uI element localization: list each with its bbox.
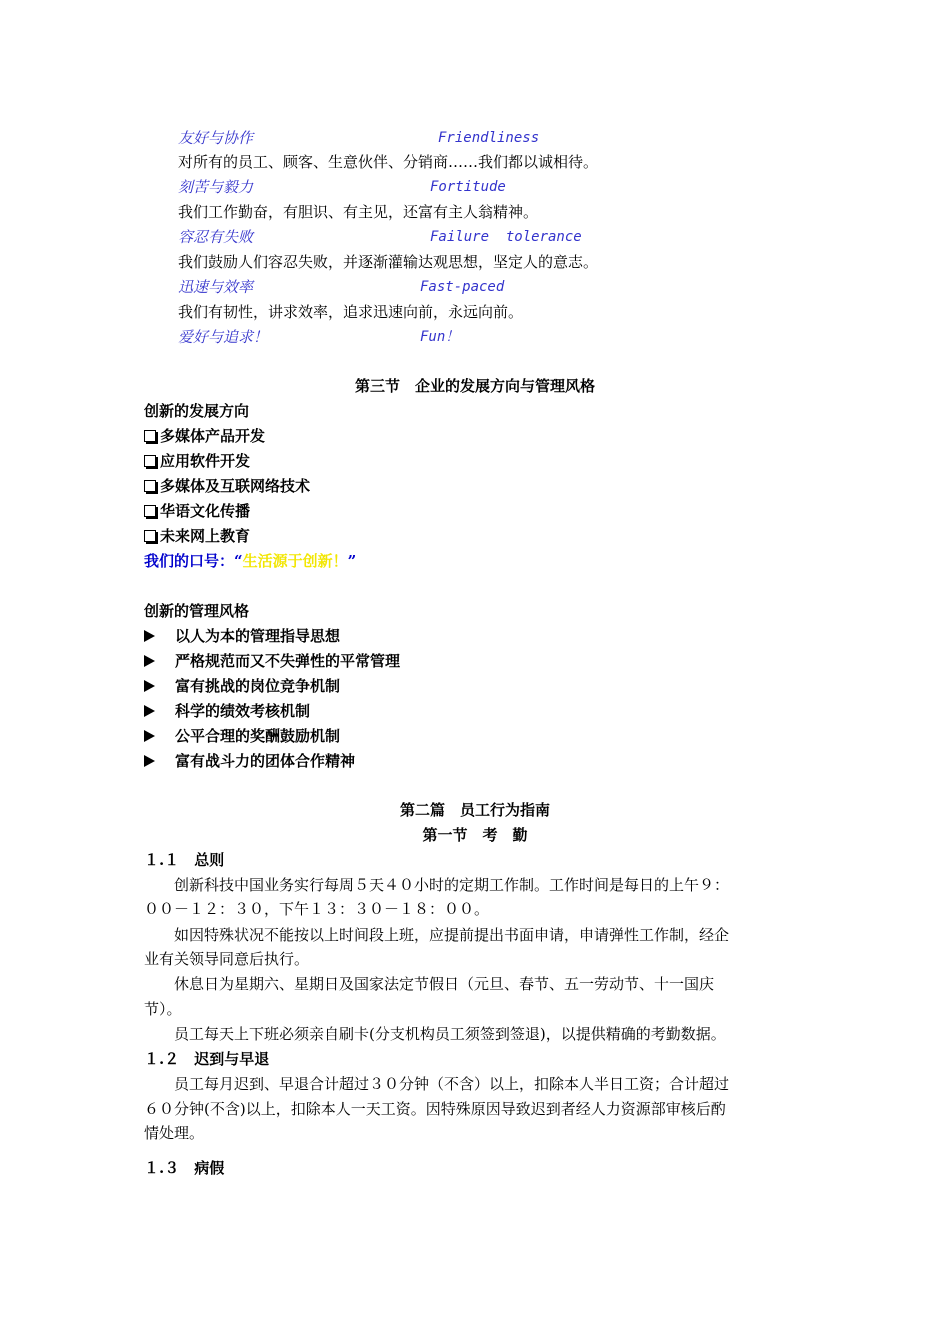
checkbox-icon <box>144 530 156 542</box>
value-en-3: Failure tolerance <box>430 229 582 245</box>
value-en-2: Fortitude <box>430 179 506 195</box>
style-item: 以人为本的管理指导思想 <box>144 626 340 646</box>
paragraph-line: 情处理。 <box>144 1124 205 1142</box>
value-desc-2: 我们工作勤奋，有胆识、有主见，还富有主人翁精神。 <box>178 203 539 221</box>
style-heading: 创新的管理风格 <box>144 602 250 620</box>
arrow-bullet-icon <box>144 680 155 692</box>
value-cn-4: 迅速与效率 <box>178 278 254 296</box>
value-en-1: Friendliness <box>438 130 540 146</box>
direction-item: 多媒体及互联网络技术 <box>144 476 310 496</box>
arrow-bullet-icon <box>144 630 155 642</box>
paragraph-line: 员工每天上下班必须亲自刷卡(分支机构员工须签到签退)，以提供精确的考勤数据。 <box>144 1025 726 1043</box>
direction-item: 应用软件开发 <box>144 451 250 471</box>
direction-heading: 创新的发展方向 <box>144 402 250 420</box>
part2-section1-title: 第一节 考 勤 <box>422 826 528 844</box>
value-desc-1: 对所有的员工、顾客、生意伙伴、分销商……我们都以诚相待。 <box>178 153 599 171</box>
direction-item: 多媒体产品开发 <box>144 426 265 446</box>
direction-item: 华语文化传播 <box>144 501 250 521</box>
style-item: 富有战斗力的团体合作精神 <box>144 751 355 771</box>
paragraph-line: 节）。 <box>144 1000 182 1018</box>
value-en-5: Fun！ <box>420 329 460 345</box>
value-en-4: Fast-paced <box>420 279 505 295</box>
value-desc-4: 我们有韧性，讲求效率，追求迅速向前，永远向前。 <box>178 303 524 321</box>
value-cn-3: 容忍有失败 <box>178 228 254 246</box>
part2-title: 第二篇 员工行为指南 <box>399 801 550 819</box>
slogan: 我们的口号：“生活源于创新！” <box>144 552 357 570</box>
arrow-bullet-icon <box>144 655 155 667</box>
arrow-bullet-icon <box>144 705 155 717</box>
paragraph-line: ６０分钟(不含)以上，扣除本人一天工资。因特殊原因导致迟到者经人力资源部审核后酌 <box>144 1100 726 1118</box>
heading-1-3: １.３ 病假 <box>144 1159 225 1177</box>
section3-title: 第三节 企业的发展方向与管理风格 <box>354 377 595 395</box>
direction-item: 未来网上教育 <box>144 526 250 546</box>
style-item: 科学的绩效考核机制 <box>144 701 310 721</box>
paragraph-line: 如因特殊状况不能按以上时间段上班，应提前提出书面申请，申请弹性工作制，经企 <box>144 926 730 944</box>
checkbox-icon <box>144 480 156 492</box>
style-item: 公平合理的奖酬鼓励机制 <box>144 726 340 746</box>
arrow-bullet-icon <box>144 730 155 742</box>
style-item: 富有挑战的岗位竞争机制 <box>144 676 340 696</box>
value-desc-3: 我们鼓励人们容忍失败，并逐渐灌输达观思想，坚定人的意志。 <box>178 253 599 271</box>
value-cn-5: 爱好与追求！ <box>178 328 269 346</box>
heading-1-1: １.１ 总则 <box>144 851 225 869</box>
arrow-bullet-icon <box>144 755 155 767</box>
paragraph-line: 休息日为星期六、星期日及国家法定节假日（元旦、春节、五一劳动节、十一国庆 <box>144 975 715 993</box>
paragraph-line: 员工每月迟到、早退合计超过３０分钟（不含）以上，扣除本人半日工资；合计超过 <box>144 1075 730 1093</box>
checkbox-icon <box>144 455 156 467</box>
paragraph-line: 业有关领导同意后执行。 <box>144 950 310 968</box>
paragraph-line: 创新科技中国业务实行每周５天４０小时的定期工作制。工作时间是每日的上午９： <box>144 876 730 894</box>
style-item: 严格规范而又不失弹性的平常管理 <box>144 651 400 671</box>
value-cn-1: 友好与协作 <box>178 129 254 147</box>
value-cn-2: 刻苦与毅力 <box>178 178 254 196</box>
checkbox-icon <box>144 505 156 517</box>
paragraph-line: ００－１２：３０，下午１３：３０－１８：００。 <box>144 900 490 918</box>
heading-1-2: １.２ 迟到与早退 <box>144 1050 270 1068</box>
checkbox-icon <box>144 430 156 442</box>
